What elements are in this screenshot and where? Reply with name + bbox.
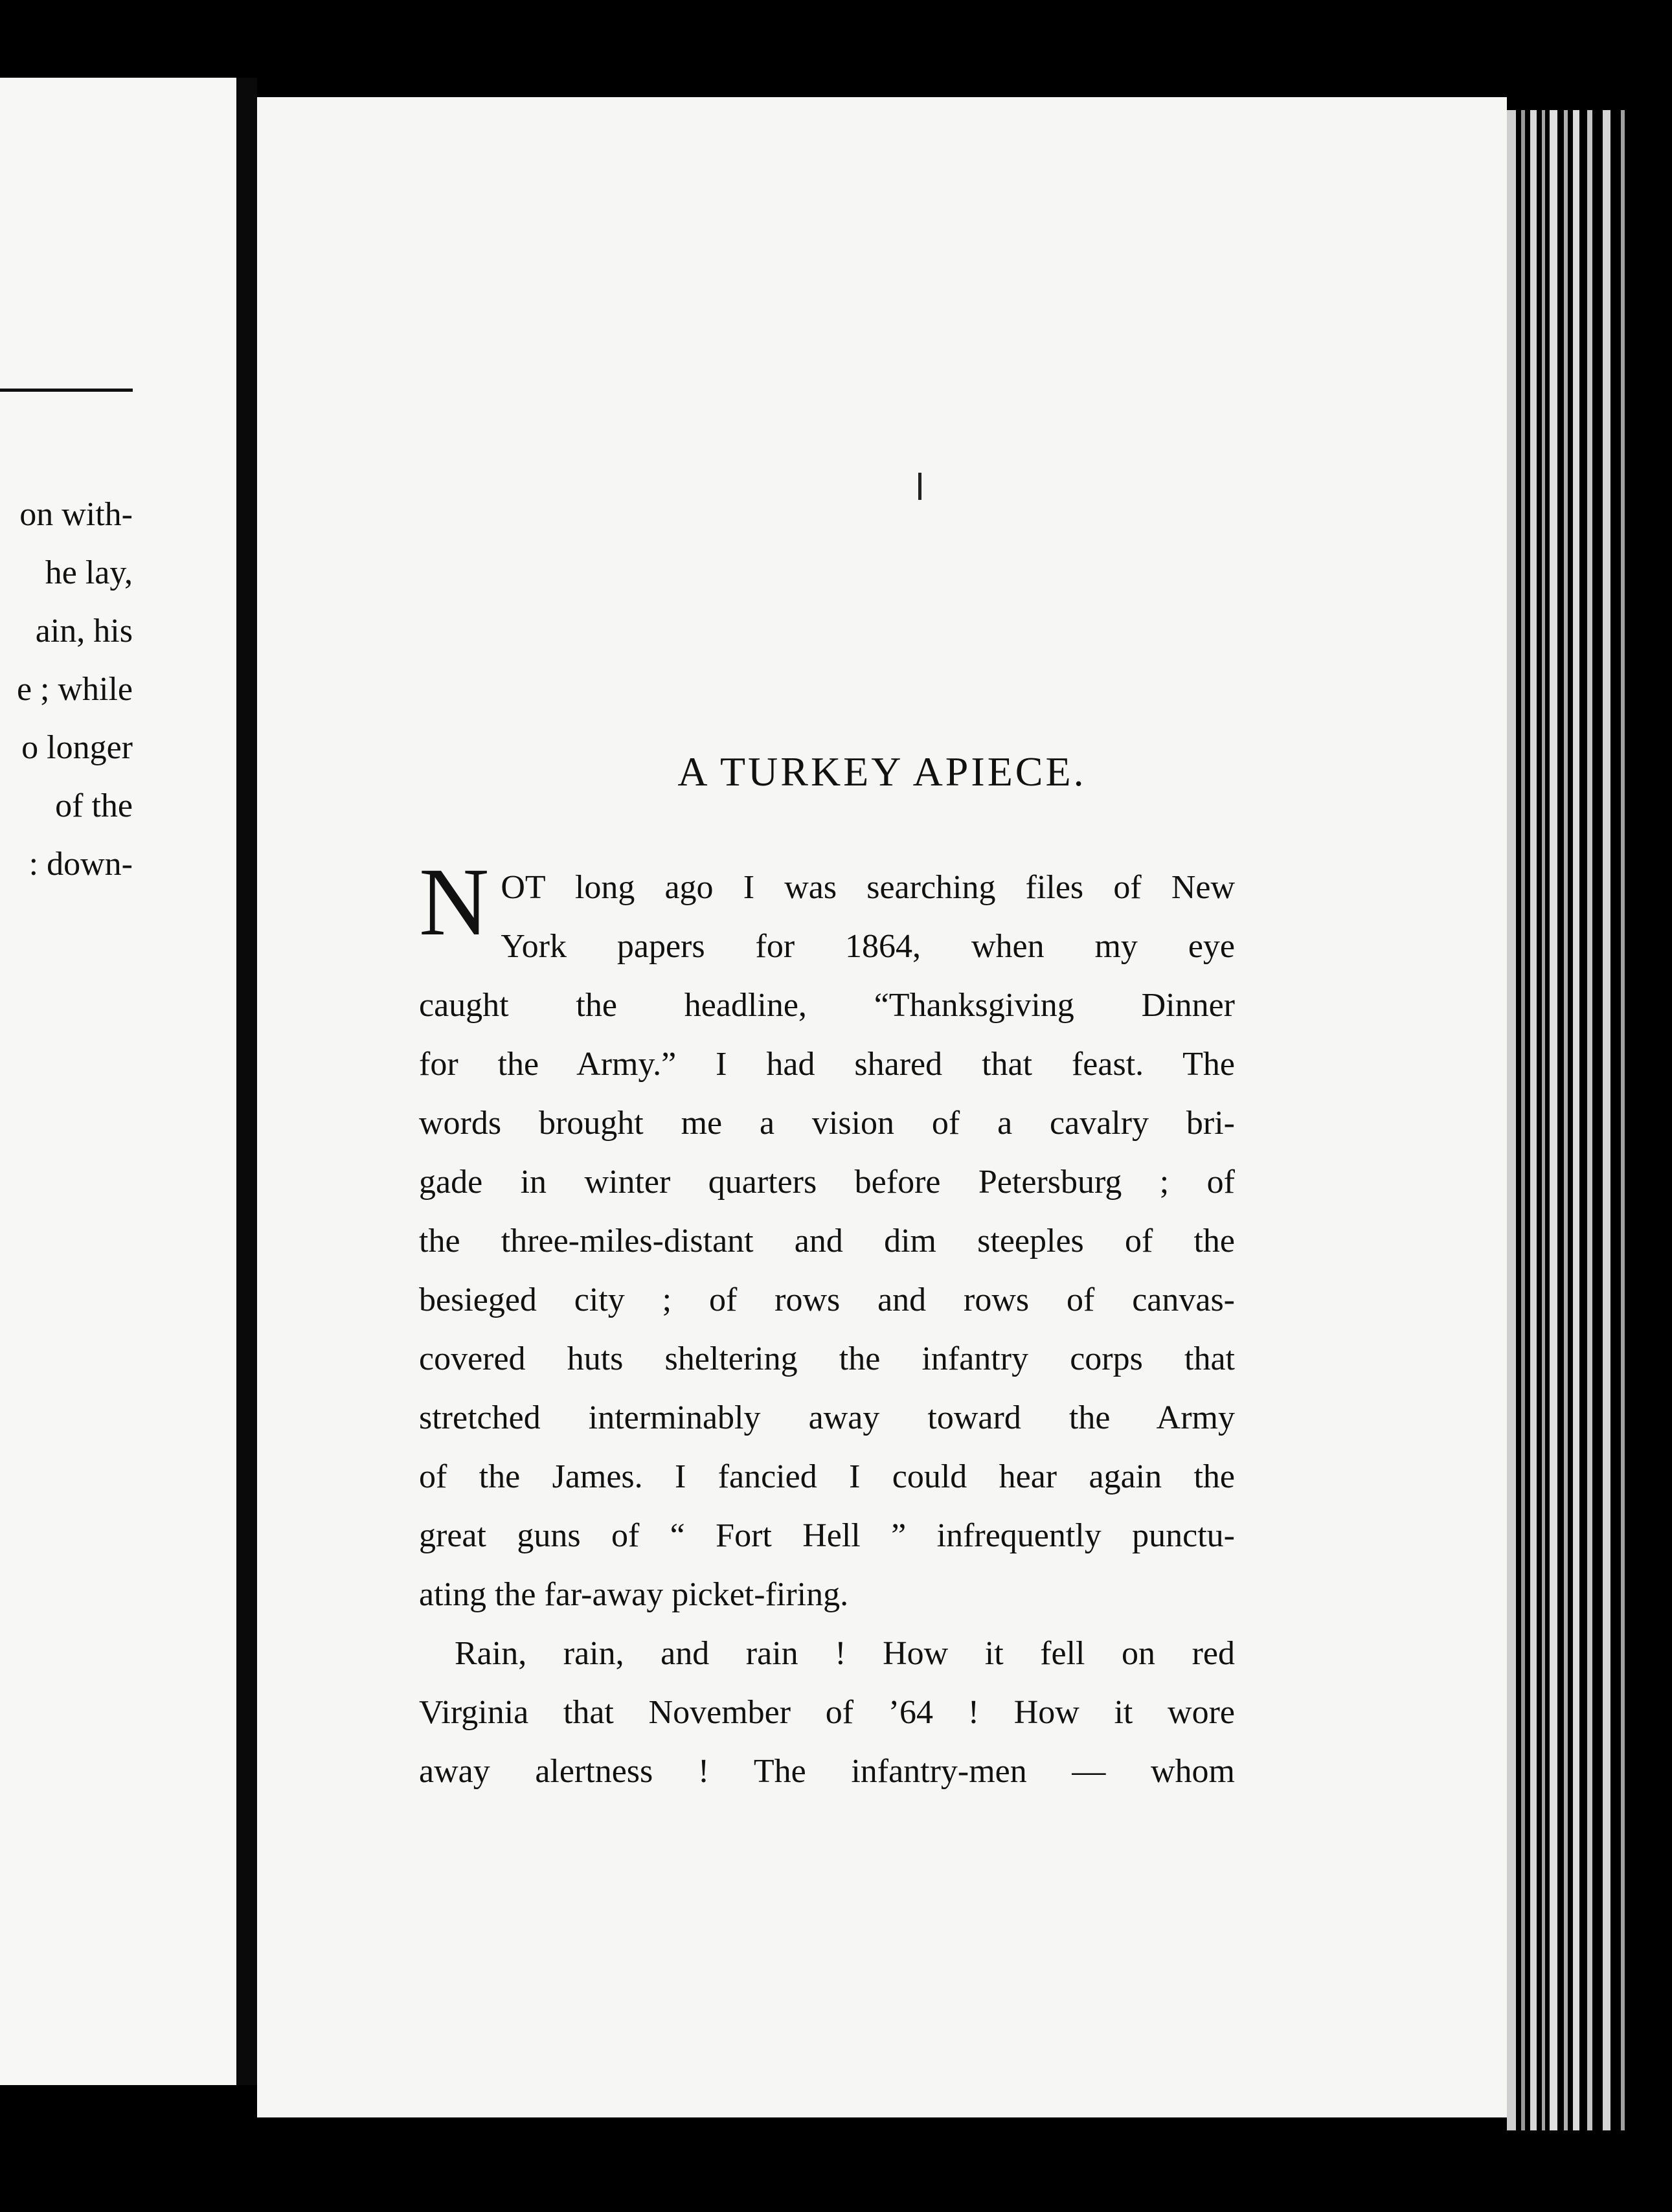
paragraph-1 [419, 976, 1235, 1624]
text-line: ating the far-away picket-firing. [419, 1576, 849, 1613]
paragraph-1-opening [419, 858, 1235, 976]
drop-cap: N [419, 858, 490, 956]
text-line: Virginia that November of ’64 ! How it wore [419, 1694, 1235, 1731]
text-line: caught the headline, “Thanksgiving Dinner [419, 987, 1235, 1024]
page-mark [918, 473, 921, 500]
page-edges [1507, 110, 1672, 2130]
left-line: : down- [28, 846, 133, 883]
paragraph-2 [419, 1624, 1235, 1801]
left-line: ain, his [35, 613, 133, 649]
text-line: away alertness ! The infantry-men — whom [419, 1753, 1235, 1790]
left-line: on with- [19, 496, 133, 533]
text-line: great guns of “ Fort Hell ” infrequently punctu- [419, 1517, 1235, 1554]
book-gutter [236, 78, 257, 2085]
text-line: the three-miles-distant and dim steeples of the [419, 1223, 1235, 1259]
text-line: OT long ago I was searching files of New [501, 869, 1235, 906]
text-line: stretched interminably away toward the Army [419, 1399, 1235, 1436]
left-line: he lay, [45, 554, 133, 591]
body-text [419, 858, 1235, 1801]
right-page [257, 97, 1507, 2117]
text-line: for the Army.” I had shared that feast. The [419, 1046, 1235, 1083]
left-page-rule [0, 389, 133, 392]
text-line: Rain, rain, and rain ! How it fell on red [455, 1635, 1235, 1672]
text-line: besieged city ; of rows and rows of canvas- [419, 1281, 1235, 1318]
left-line: o longer [21, 729, 133, 766]
text-line: words brought me a vision of a cavalry bri- [419, 1105, 1235, 1142]
text-line: York papers for 1864, when my eye [501, 928, 1235, 965]
left-line: e ; while [16, 671, 133, 708]
left-line: of the [55, 787, 133, 824]
left-page-fragment [0, 78, 236, 2085]
text-line: covered huts sheltering the infantry corps that [419, 1340, 1235, 1377]
text-line: gade in winter quarters before Petersburg ; of [419, 1164, 1235, 1201]
text-line: of the James. I fancied I could hear again the [419, 1458, 1235, 1495]
left-page-text [17, 486, 133, 894]
chapter-title: A TURKEY APIECE. [677, 749, 1087, 795]
